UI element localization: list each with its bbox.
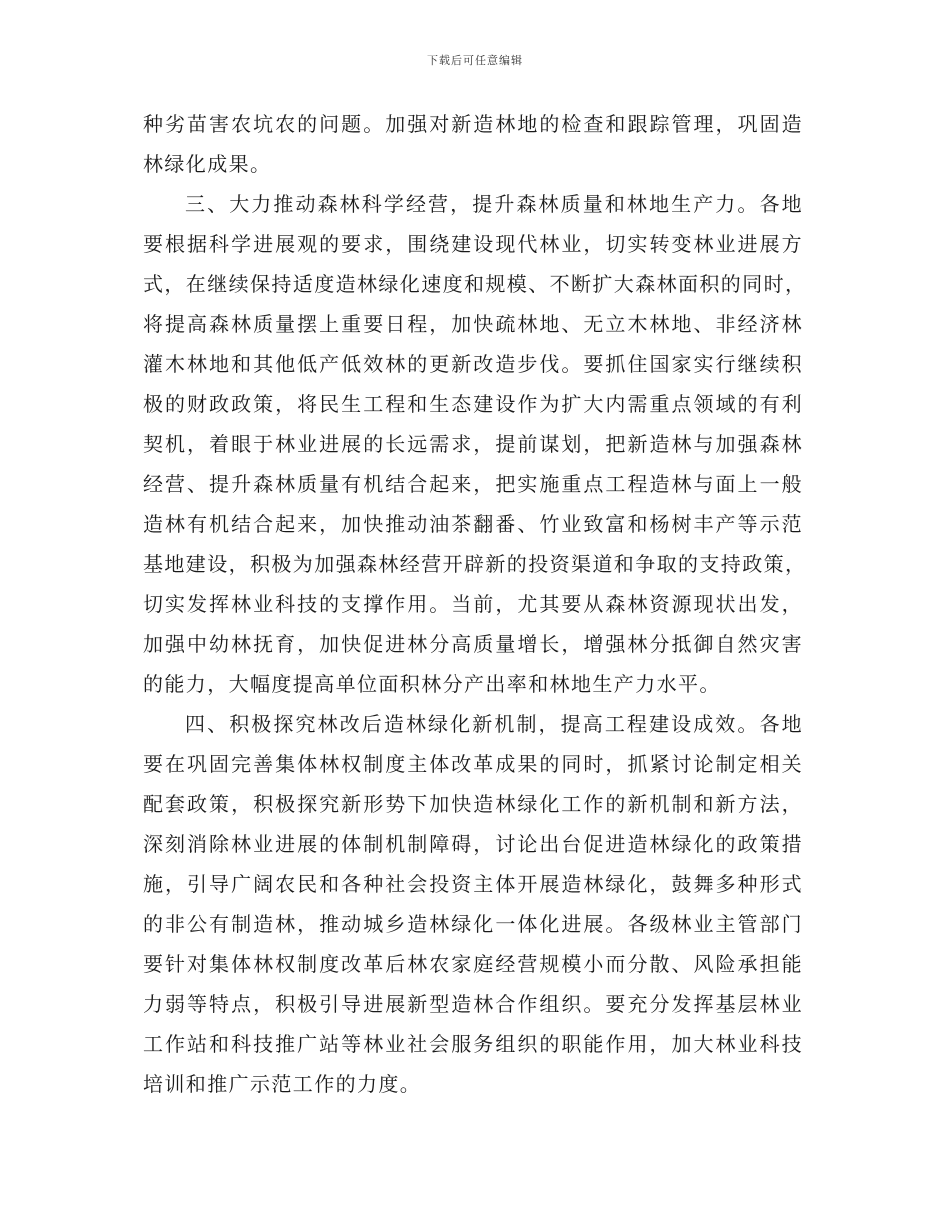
text-line: 培训和推广示范工作的力度。 — [143, 1072, 422, 1096]
text-line: 施，引导广阔农民和各种社会投资主体开展造林绿化，鼓舞多种形式 — [143, 872, 803, 896]
text-line: 将提高森林质量摆上重要日程，加快疏林地、无立木林地、非经济林 — [143, 312, 803, 336]
text-line: 种劣苗害农坑农的问题。加强对新造林地的检查和跟踪管理，巩固造 — [143, 112, 803, 136]
text-line: 要在巩固完善集体林权制度主体改革成果的同时，抓紧讨论制定相关 — [143, 752, 803, 776]
text-line: 灌木林地和其他低产低效林的更新改造步伐。要抓住国家实行继续积 — [143, 352, 803, 376]
text-line: 配套政策，积极探究新形势下加快造林绿化工作的新机制和新方法， — [143, 792, 803, 816]
text-line: 力弱等特点，积极引导进展新型造林合作组织。要充分发挥基层林业 — [143, 992, 803, 1016]
text-line: 经营、提升森林质量有机结合起来，把实施重点工程造林与面上一般 — [143, 472, 803, 496]
document-body — [143, 104, 807, 1104]
paragraph-start-line: 三、大力推动森林科学经营，提升森林质量和林地生产力。各地 — [185, 192, 803, 216]
text-line: 的能力，大幅度提高单位面积林分产出率和林地生产力水平。 — [143, 672, 721, 696]
paragraph-start-line: 四、积极探究林改后造林绿化新机制，提高工程建设成效。各地 — [185, 712, 803, 736]
text-line: 极的财政政策，将民生工程和生态建设作为扩大内需重点领域的有利 — [143, 392, 803, 416]
text-line: 要针对集体林权制度改革后林农家庭经营规模小而分散、风险承担能 — [143, 952, 803, 976]
text-line: 切实发挥林业科技的支撑作用。当前，尤其要从森林资源现状出发， — [143, 592, 803, 616]
text-line: 林绿化成果。 — [143, 152, 272, 176]
text-line: 式，在继续保持适度造林绿化速度和规模、不断扩大森林面积的同时， — [143, 272, 807, 296]
text-line: 造林有机结合起来，加快推动油茶翻番、竹业致富和杨树丰产等示范 — [143, 512, 803, 536]
text-line: 深刻消除林业进展的体制机制障碍，讨论出台促进造林绿化的政策措 — [143, 832, 803, 856]
page-header: 下载后可任意编辑 — [427, 54, 523, 67]
text-line: 要根据科学进展观的要求，围绕建设现代林业，切实转变林业进展方 — [143, 232, 803, 256]
text-line: 基地建设，积极为加强森林经营开辟新的投资渠道和争取的支持政策， — [143, 552, 807, 576]
text-line: 契机，着眼于林业进展的长远需求，提前谋划，把新造林与加强森林 — [143, 432, 803, 456]
text-line: 工作站和科技推广站等林业社会服务组织的职能作用，加大林业科技 — [143, 1032, 803, 1056]
text-line: 加强中幼林抚育，加快促进林分高质量增长，增强林分抵御自然灾害 — [143, 632, 803, 656]
text-line: 的非公有制造林，推动城乡造林绿化一体化进展。各级林业主管部门 — [143, 912, 803, 936]
